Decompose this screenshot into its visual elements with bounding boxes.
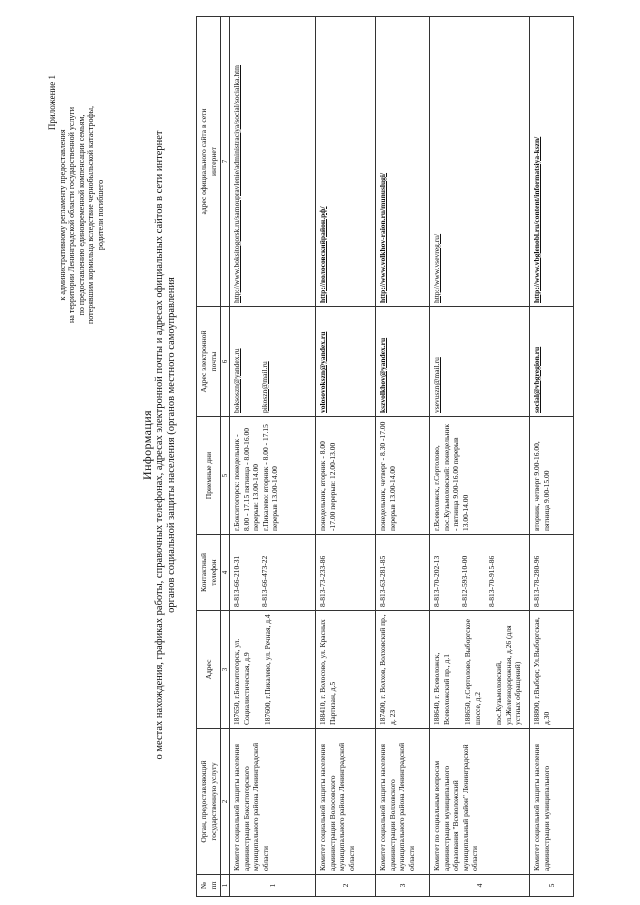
appendix-line: родители погибшего [95,179,105,251]
table-row [230,17,316,897]
header-phone: Контактный телефон [197,535,221,611]
header-reception-days: Приемные дни [197,417,221,535]
reception-days-cell: понедельник, вторник - 8.00 -17.00 перерыв: 12.00-13.00 [316,417,376,535]
address-cell [430,611,530,729]
phone-cell: 8-813-73-233-86 [316,535,376,611]
heading-line-2: органов социальной защиты населения (органов местного самоуправления [166,277,177,613]
email-cell [316,307,376,417]
header-address: Адрес [197,611,221,729]
reception-days-cell [230,417,316,535]
address-text: 187650, г.Бокситогорск, ул. Социалистическая, д.9 [232,638,251,725]
address-cell: 187400, г. Волхов, Волховский пр., д. 23 [376,611,430,729]
reception-days-cell: г.Всеволожск, г.Сертолово, пос.Кузьмоловский: понедельник - пятница 9.00-16.00 перерыв 13.00-14.00 [430,417,530,535]
phone-text: 8-813-70-915-86 [487,555,496,607]
phone-cell [230,535,316,611]
address-text: 188640, г. Всеволожск, Всеволожский пр., д.1 [432,652,451,725]
row-number: 5 [530,875,574,897]
table-row [530,17,574,897]
column-number-row [221,17,230,897]
website-link[interactable]: http://www.boksitogorsk.ru/samoupravlenie/administraciya/social/socialka.htm [232,64,241,303]
email-link[interactable]: social@vbgregion.ru [532,346,541,413]
address-cell: 188800, г.Выборг, Ул.Выборгская, д.30 [530,611,574,729]
table-row [376,17,430,897]
heading-line-1: о местах нахождения, графиках работы, справочных телефонах, адресах электронной почты и адресах официальных сайтов в сети интернет [153,130,165,760]
phone-text: 8-812-593-10-00 [459,555,469,607]
appendix-line: на территории Ленинградской области государственной услуги [67,107,76,323]
website-link[interactable]: http://www.vbglenobl.ru/content/informatsiya-kszn/ [532,136,541,303]
website-cell [316,17,376,307]
column-number: 6 [221,307,230,417]
phone-cell: 8-813-63-281-85 [376,535,430,611]
document-heading [141,25,179,865]
website-cell [230,17,316,307]
website-cell [530,17,574,307]
row-number: 3 [376,875,430,897]
email-cell [376,307,430,417]
website-cell [376,17,430,307]
reception-days-text: г.Бокситогорск: понедельник - 8.00 - 17.15 пятница - 8.00-16.00 перерыв: 13.00-14.00 [232,428,260,531]
website-link[interactable]: http://www.vsevreg.ru/ [432,233,441,303]
header-website: адрес официального сайта в сети интернет [197,17,221,307]
email-link[interactable]: boksoszn@yandex.ru [232,348,241,413]
address-cell: 188410, г. Волосово, ул. Красных Партизан, д.5 [316,611,376,729]
organization-cell: Комитет социальной защиты населения администрации Бокситогорского муниципального района Ленинградской области [230,729,316,875]
reception-days-cell: вторник, четверг 9.00-16.00, пятница 9.00-15.00 [530,417,574,535]
header-number: № пп [197,875,221,897]
organization-cell: Комитет по социальным вопросам администрации муниципального образования "Всеволожский муниципальный район" Ленинградской области [430,729,530,875]
phone-cell: 8-813-78-280-96 [530,535,574,611]
row-number: 1 [230,875,316,897]
heading-title: Информация [140,410,154,480]
column-number: 7 [221,17,230,307]
column-number: 2 [221,729,230,875]
email-link[interactable]: kszvolkhov@yandex.ru [378,337,387,413]
offices-table [196,16,574,897]
phone-text: 8-813-70-202-13 [432,555,441,607]
column-number: 3 [221,611,230,729]
appendix-line: к административному регламенту предоставления [57,129,67,301]
address-text: 187600, г.Пикалево, ул. Речная, д.4 [263,614,272,725]
address-text: 188650, г.Сертолово, Выборгское шоссе, д.2 [463,619,482,725]
phone-text: 8-813-66-473-22 [259,555,269,607]
website-link[interactable]: http://волосовскийрайон.рф/ [318,206,327,303]
email-cell [230,307,316,417]
header-organization: Орган, предоставляющий государственную услугу [197,729,221,875]
email-link[interactable]: vsevuszn@mail.ru [432,357,441,413]
phone-cell [430,535,530,611]
address-cell [230,611,316,729]
column-number: 1 [221,875,230,897]
website-link[interactable]: http://www.volkhov-raion.ru/munuslugi/ [378,172,387,303]
appendix-block [48,75,105,355]
reception-days-cell: понедельник, четверг - 8.30 -17.00 перерыв 13.00-14.00 [376,417,430,535]
email-link[interactable]: pikoszn@mail.ru [259,361,269,413]
column-number: 5 [221,417,230,535]
email-cell [530,307,574,417]
appendix-title: Приложение 1 [47,75,57,131]
organization-cell: Комитет социальной защиты населения администрации муниципального [530,729,574,875]
appendix-line: по предоставлению единовременной компенсации семьям, [76,114,86,316]
header-email: Адрес электронной почты [197,307,221,417]
website-cell [430,17,530,307]
reception-days-text: г.Пикалево: вторник - 8.00 - 17.15 перерыв 13.00-14.00 [260,424,279,531]
organization-cell: Комитет социальной защиты населения администрации Волосовского муниципального района Ленинградской области [316,729,376,875]
table-header-row [197,17,221,897]
table-row [430,17,530,897]
row-number: 2 [316,875,376,897]
appendix-line: потерявшим кормильца вследствие чернобыльской катастрофы, [86,106,95,325]
email-link[interactable]: volosovokszn@yandex.ru [318,331,327,413]
table-row [316,17,376,897]
column-number: 4 [221,535,230,611]
organization-cell: Комитет социальной защиты населения администрации Волховского муниципального района Ленинградской области [376,729,430,875]
email-cell [430,307,530,417]
row-number: 4 [430,875,530,897]
address-text: пос.Кузьмоловский, ул.Железнодорожная, д.26 (для устных обращений) [494,625,522,725]
phone-text: 8-813-66-210-31 [232,555,241,607]
